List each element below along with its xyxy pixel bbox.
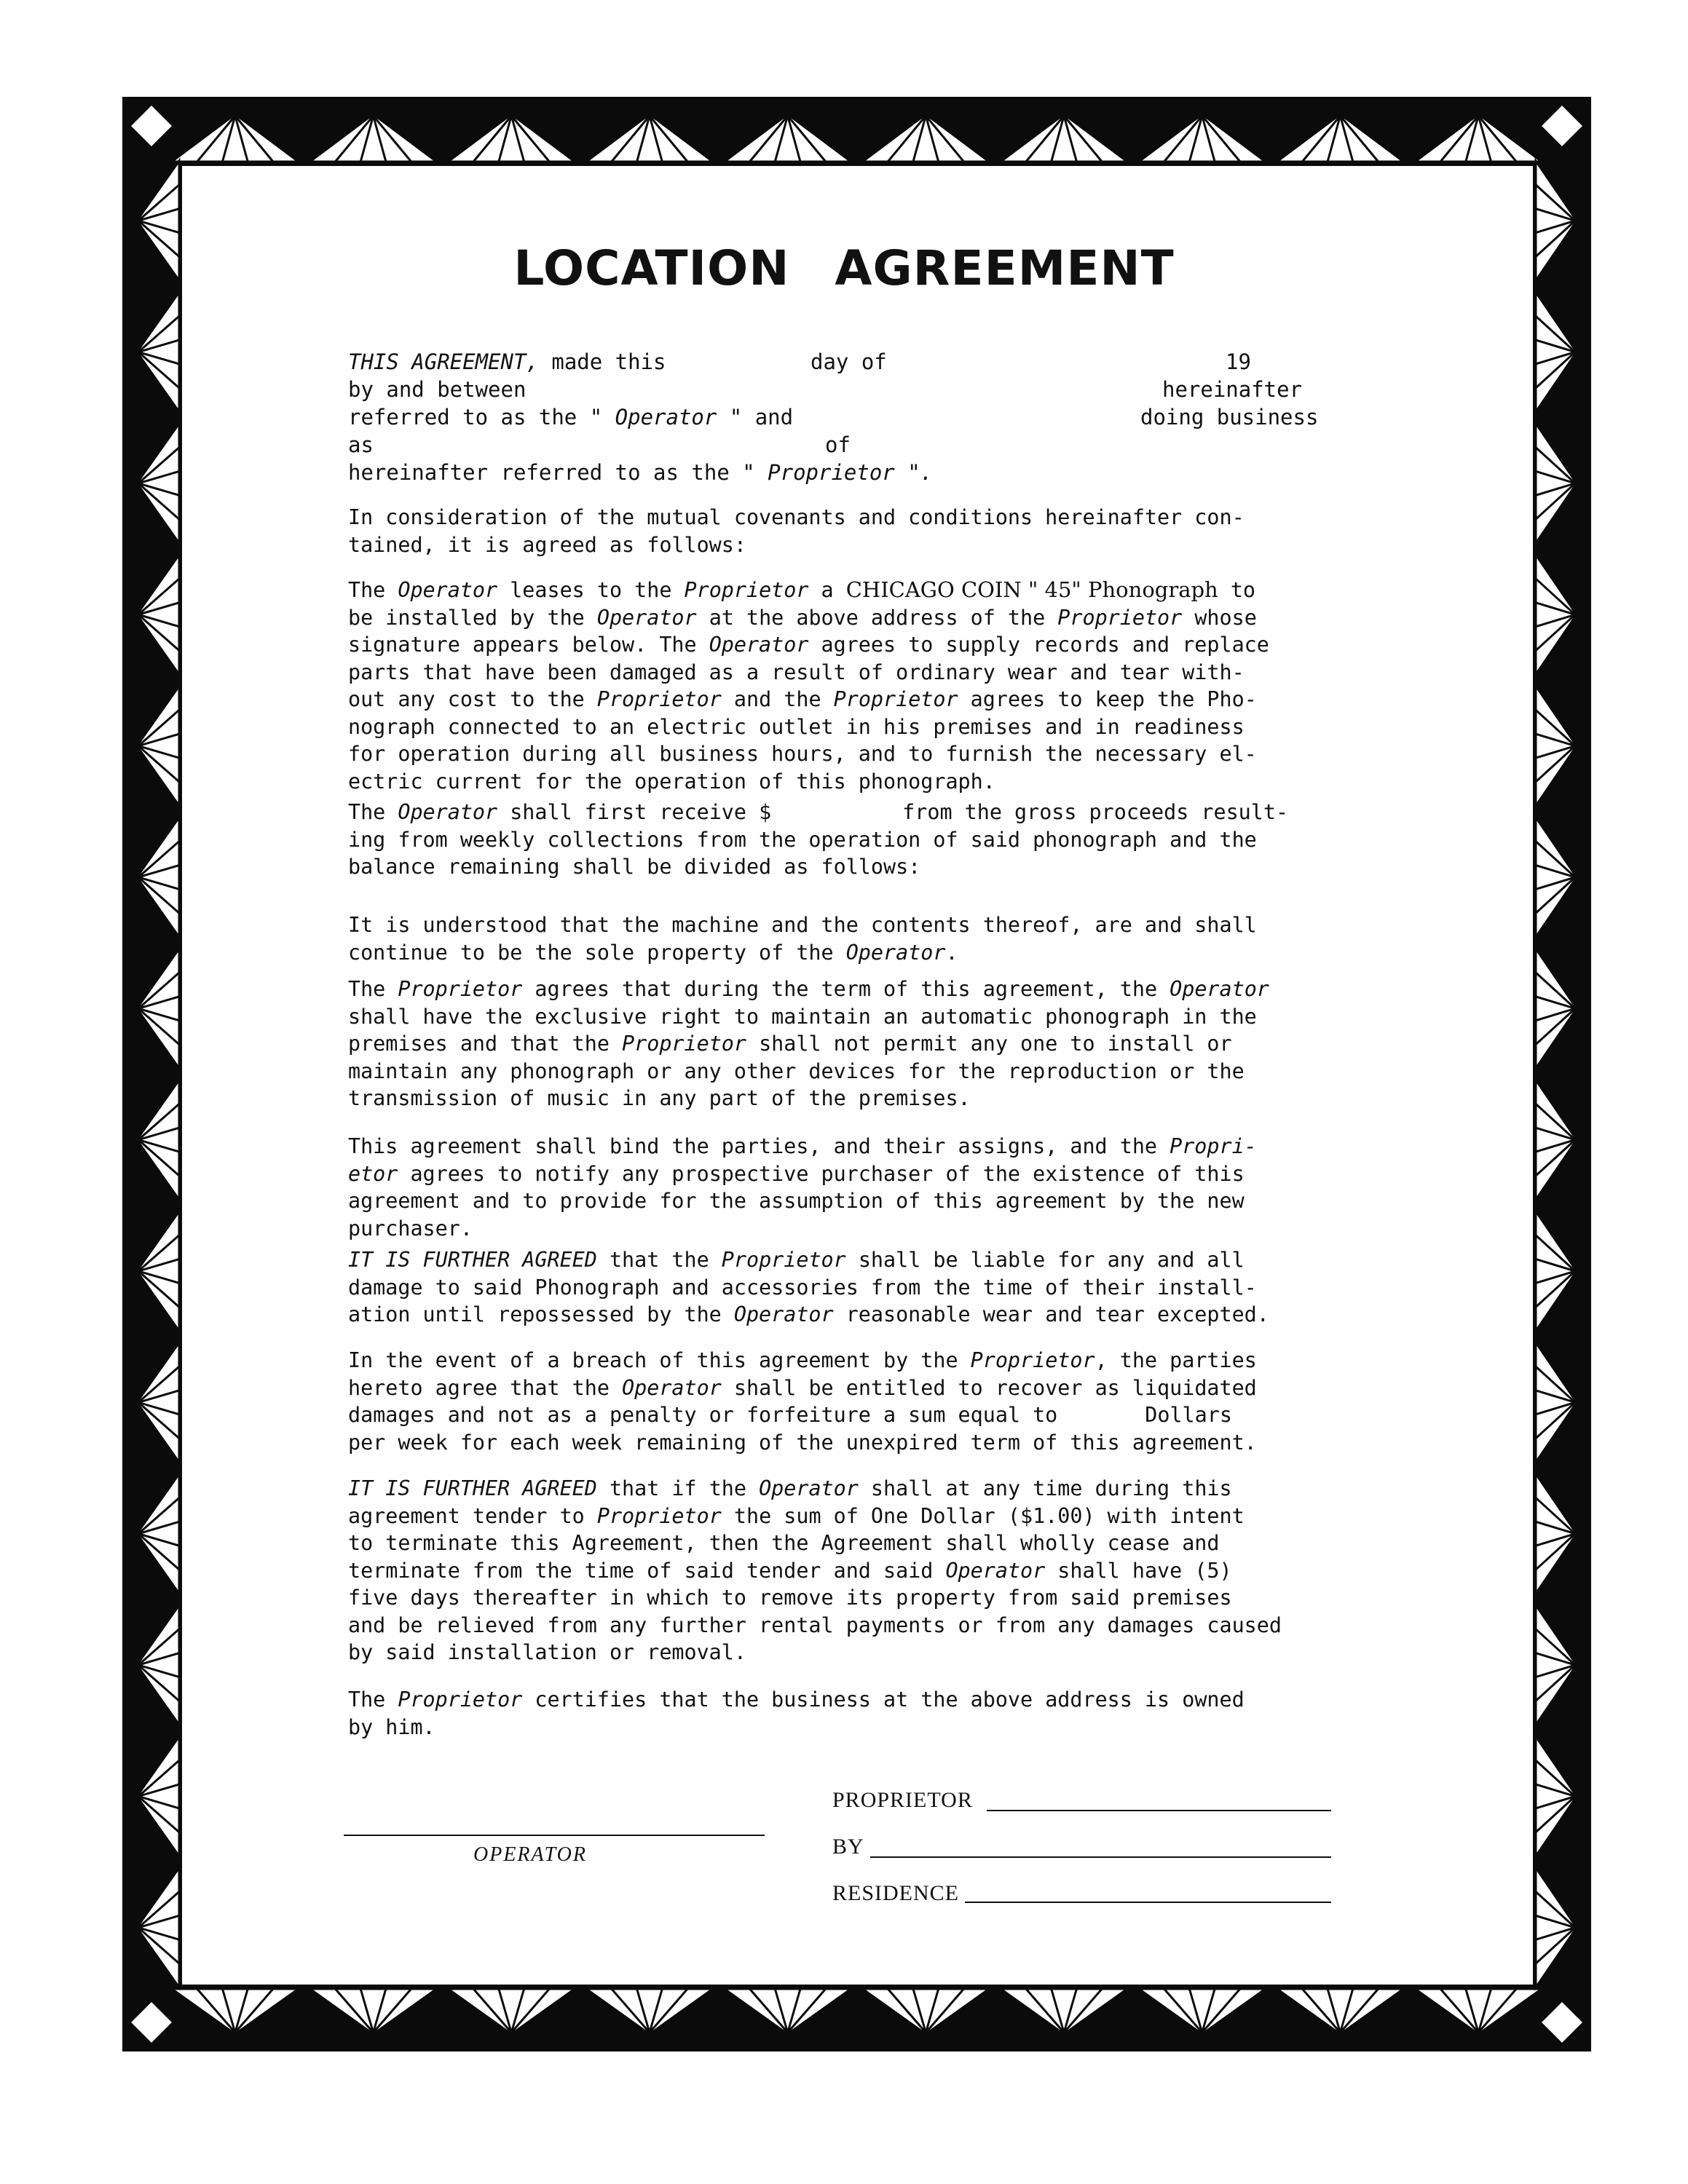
text-line: It is understood that the machine and the contents thereof, are and shall	[348, 913, 1257, 937]
text-run: shall first receive $	[497, 800, 772, 824]
text-run: be installed by the	[348, 605, 597, 630]
text-line: to terminate this Agreement, then the Agreement shall wholly cease and	[348, 1531, 1220, 1555]
by-and-between-text: by and between	[348, 377, 526, 402]
receive-paragraph	[348, 799, 1338, 881]
border-fan-shape	[1001, 1989, 1127, 2034]
proprietor-term: Propri-	[1170, 1134, 1257, 1158]
proprietor-term: Proprietor	[398, 1688, 523, 1712]
termination-paragraph	[348, 1475, 1338, 1666]
text-run: shall be liable for any and all	[845, 1248, 1245, 1272]
year-prefix: 19	[1226, 349, 1251, 374]
text-run: Dollars	[1145, 1403, 1232, 1427]
border-fan-shape	[586, 114, 713, 162]
phonograph-brand: CHICAGO COIN " 45" Phonograph	[845, 577, 1218, 602]
operator-term: Operator	[845, 940, 946, 965]
operator-term: Operator	[596, 605, 697, 630]
border-fan-shape	[130, 104, 173, 148]
operator-term: Operator	[1170, 977, 1269, 1001]
border-fan-shape	[310, 1989, 437, 2034]
border-fan-shape	[1536, 949, 1577, 1068]
border-fan-shape	[1536, 424, 1577, 543]
text-line: for operation during all business hours, and to furnish the necessary el-	[348, 742, 1257, 766]
by-label: BY	[832, 1835, 864, 1859]
operator-term: Operator	[759, 1476, 859, 1500]
border-fan-shape	[137, 1342, 179, 1462]
referred-text: referred to as the	[348, 405, 590, 430]
text-run: to	[1218, 578, 1256, 602]
text-run: shall at any time during this	[858, 1476, 1232, 1500]
certification-paragraph	[348, 1686, 1338, 1741]
doing-business-text: doing business	[1140, 405, 1319, 430]
border-fan-shape	[1277, 1989, 1404, 2034]
text-line: maintain any phonograph or any other devices for the reproduction or the	[348, 1059, 1245, 1083]
border-fan-shape	[137, 555, 179, 674]
proprietor-label: PROPRIETOR	[832, 1788, 973, 1812]
text-line: tained, it is agreed as follows:	[348, 532, 746, 557]
operator-term: Operator	[622, 1375, 722, 1400]
text-run: signature appears below. The	[348, 633, 709, 657]
border-fan-shape	[1536, 1868, 1577, 1987]
operator-term: Operator	[709, 633, 809, 657]
text-run: terminate from the time of said tender and said	[348, 1558, 946, 1583]
hereinafter-referred-text: hereinafter referred to as the	[348, 460, 743, 485]
text-run: , the parties	[1095, 1348, 1257, 1372]
text-run: ation until repossessed by the	[348, 1302, 734, 1326]
text-line: nograph connected to an electric outlet in his premises and in readiness	[348, 714, 1245, 739]
further-agreed-phrase: IT IS FURTHER AGREED	[348, 1476, 597, 1500]
border-fan-shape	[1536, 686, 1577, 805]
border-fan-shape	[1536, 818, 1577, 937]
text-run: shall have (5)	[1045, 1558, 1232, 1583]
border-fan-shape	[1415, 114, 1542, 162]
text-run: The	[348, 977, 398, 1001]
operator-signature-line[interactable]	[344, 1835, 765, 1836]
text-run: whose	[1182, 605, 1257, 630]
text-line: ing from weekly collections from the operation of said phonograph and the	[348, 827, 1257, 852]
text-run: from the gross proceeds result-	[902, 800, 1289, 824]
proprietor-term: Proprietor	[684, 578, 809, 602]
text-line: by said installation or removal.	[348, 1640, 746, 1664]
border-fan-shape	[1536, 555, 1577, 674]
text-run: that if the	[596, 1476, 760, 1500]
text-run: leases to the	[497, 578, 685, 602]
proprietor-term: etor	[348, 1161, 398, 1186]
text-run: The	[348, 1688, 398, 1712]
text-run: out any cost to the	[348, 687, 597, 711]
agreement-phrase: THIS AGREEMENT,	[348, 349, 539, 374]
text-line: per week for each week remaining of the unexpired term of this agreement.	[348, 1430, 1257, 1455]
text-run: .	[945, 940, 958, 965]
text-run: premises and that the	[348, 1032, 623, 1056]
proprietor-term: Proprietor	[398, 977, 523, 1001]
text-line: by him.	[348, 1714, 435, 1739]
text-run: shall be entitled to recover as liquidated	[721, 1375, 1257, 1400]
text-run: agrees to notify any prospective purchaser of the existence of this	[398, 1161, 1245, 1186]
border-fan-shape	[137, 949, 179, 1068]
text-run: that the	[596, 1248, 722, 1272]
consideration-paragraph	[348, 504, 1338, 558]
text-run: The	[348, 800, 398, 824]
border-fan-shape	[137, 1605, 179, 1725]
border-fan-shape	[1139, 1989, 1266, 2034]
text-line: damage to said Phonograph and accessories from the time of their install-	[348, 1275, 1257, 1299]
text-run: reasonable wear and tear excepted.	[833, 1302, 1269, 1326]
text-run: hereto agree that the	[348, 1375, 623, 1400]
proprietor-term: Proprietor	[970, 1348, 1095, 1372]
border-fan-shape	[137, 1474, 179, 1594]
by-signature-line[interactable]	[870, 1856, 1331, 1858]
border-fan-shape	[137, 1868, 179, 1987]
text-run: shall not permit any one to install or	[746, 1032, 1232, 1056]
text-run: agreement tender to	[348, 1503, 597, 1528]
bind-paragraph	[348, 1133, 1338, 1242]
text-run: certifies that the business at the above address is owned	[522, 1688, 1245, 1712]
residence-line[interactable]	[965, 1902, 1331, 1903]
operator-term: Operator	[945, 1558, 1046, 1583]
proprietor-term: " Proprietor ".	[742, 460, 934, 485]
page-title: LOCATION AGREEMENT	[513, 240, 1175, 296]
border-fan-shape	[137, 1211, 179, 1331]
text-run: agrees to supply records and replace	[808, 633, 1269, 657]
text-run: The	[348, 578, 398, 602]
border-fan-shape	[448, 1989, 575, 2034]
proprietor-term: Proprietor	[622, 1032, 746, 1056]
border-fan-shape	[1536, 1605, 1577, 1725]
proprietor-term: Proprietor	[596, 687, 722, 711]
text-run: damages and not as a penalty or forfeiture a sum equal to	[348, 1403, 1058, 1427]
text-line: transmission of music in any part of the premises.	[348, 1086, 971, 1110]
text-run: a	[808, 578, 846, 602]
exclusive-right-paragraph	[348, 976, 1338, 1112]
made-this-text: made this	[538, 349, 666, 374]
operator-term: " Operator "	[589, 405, 743, 430]
text-run: continue to be the sole property of the	[348, 940, 846, 965]
proprietor-term: Proprietor	[596, 1503, 722, 1528]
border-fan-shape	[172, 1989, 299, 2034]
border-fan-shape	[137, 424, 179, 543]
property-paragraph	[348, 911, 1338, 966]
border-fan-shape	[1536, 1211, 1577, 1331]
border-fan-shape	[130, 2001, 173, 2044]
operator-label: OPERATOR	[473, 1843, 587, 1866]
text-line: ectric current for the operation of this phonograph.	[348, 769, 995, 794]
day-of-text: day of	[811, 349, 887, 374]
border-fan-shape	[1536, 1736, 1577, 1856]
residence-label: RESIDENCE	[832, 1881, 959, 1905]
operator-term: Operator	[398, 800, 498, 824]
border-fan-shape	[1536, 1080, 1577, 1200]
border-fan-shape	[1415, 1989, 1542, 2034]
border-fan-shape	[1540, 2001, 1584, 2044]
text-run: agrees that during the term of this agreement, the	[522, 977, 1170, 1001]
proprietor-term: Proprietor	[833, 687, 958, 711]
border-fan-shape	[310, 114, 437, 162]
and-text: and	[742, 405, 794, 430]
border-fan-shape	[863, 114, 990, 162]
border-fan-shape	[725, 1989, 851, 2034]
border-fan-shape	[137, 686, 179, 805]
text-run: the sum of One Dollar ($1.00) with intent	[721, 1503, 1245, 1528]
border-fan-shape	[137, 1080, 179, 1200]
border-fan-shape	[1139, 114, 1266, 162]
operator-term: Operator	[398, 578, 498, 602]
border-fan-shape	[137, 1736, 179, 1856]
as-text: as	[348, 432, 374, 457]
border-fan-shape	[1536, 1342, 1577, 1462]
border-fan-shape	[137, 818, 179, 937]
text-run: at the above address of the	[696, 605, 1058, 630]
proprietor-term: Proprietor	[1057, 605, 1183, 630]
operator-term: Operator	[733, 1302, 834, 1326]
text-line: purchaser.	[348, 1216, 473, 1241]
border-fan-shape	[725, 114, 851, 162]
border-fan-shape	[1540, 104, 1584, 148]
breach-paragraph	[348, 1347, 1338, 1456]
proprietor-signature-line[interactable]	[987, 1810, 1331, 1811]
border-fan-shape	[1277, 114, 1404, 162]
proprietor-term: Proprietor	[721, 1248, 846, 1272]
text-line: agreement and to provide for the assumption of this agreement by the new	[348, 1189, 1245, 1213]
text-run: and the	[721, 687, 834, 711]
border-fan-shape	[137, 292, 179, 411]
text-line: five days thereafter in which to remove its property from said premises	[348, 1586, 1232, 1610]
text-line: parts that have been damaged as a result of ordinary wear and tear with-	[348, 660, 1245, 684]
hereinafter-text: hereinafter	[1162, 377, 1303, 402]
text-line: In consideration of the mutual covenants and conditions hereinafter con-	[348, 505, 1245, 529]
border-fan-shape	[1001, 114, 1127, 162]
lease-paragraph	[348, 577, 1338, 795]
liability-paragraph	[348, 1246, 1338, 1329]
border-fan-shape	[586, 1989, 713, 2034]
text-line: balance remaining shall be divided as follows:	[348, 855, 921, 879]
text-line: shall have the exclusive right to maintain an automatic phonograph in the	[348, 1004, 1257, 1029]
text-run: agrees to keep the Pho-	[958, 687, 1257, 711]
border-fan-shape	[448, 114, 575, 162]
border-fan-shape	[172, 114, 299, 162]
text-line: and be relieved from any further rental payments or from any damages caused	[348, 1613, 1282, 1637]
of-text: of	[825, 432, 851, 457]
border-fan-shape	[1536, 292, 1577, 411]
further-agreed-phrase: IT IS FURTHER AGREED	[348, 1248, 597, 1272]
border-fan-shape	[863, 1989, 990, 2034]
border-fan-shape	[1536, 1474, 1577, 1594]
text-run: In the event of a breach of this agreement by the	[348, 1348, 971, 1372]
text-run: This agreement shall bind the parties, and their assigns, and the	[348, 1134, 1170, 1158]
